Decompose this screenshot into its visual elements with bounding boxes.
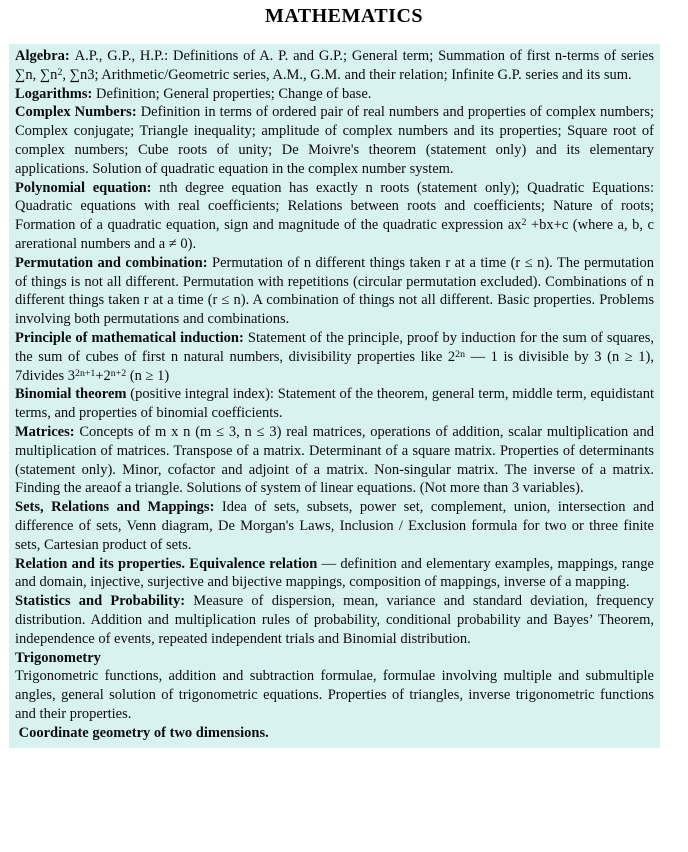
syllabus-paragraph-binomial-theorem: Binomial theorem (positive integral index): Statement of the theorem, general term, middle term, equidistant terms, and properties of binomial coefficients. — [15, 386, 654, 422]
syllabus-paragraph-polynomial-equation: Polynomial equation: nth degree equation has exactly n roots (statement only); Quadratic Equations: Quadratic equations with real coefficients; Relations between roots and coefficients; Nature of roots; Formation of a quadratic equation, sign and magnitude of the quadratic expression $ax^2 +bx+c$ (where a, b, c arerational numbers and a ≠ 0). — [15, 179, 654, 252]
syllabus-paragraph-logarithms: Logarithms: Definition; General properties; Change of base. — [15, 85, 372, 102]
syllabus-paragraph-trigonometry-body: Trigonometric functions, addition and subtraction formulae, formulae involving multiple and submultiple angles, general solution of trigonometric equations. Properties of triangles, inverse trigonometric functions and their properties. — [15, 668, 654, 722]
syllabus-paragraph-mathematical-induction: Principle of mathematical induction: Statement of the principle, proof by induction for the sum of squares, the sum of cubes of first n natural numbers, divisibility properties like $2^{2n}$ — 1 is divisible by 3 (n ≥ 1), 7divides $3^{2n+1}+2^{n+2}$ (n ≥ 1) — [15, 329, 655, 384]
syllabus-paragraph-algebra: Algebra: A.P., G.P., H.P.: Definitions of A. P. and G.P.; General term; Summation of first n-terms of series ∑n, $\sum n^2$, ∑n3; Arithmetic/Geometric series, A.M., G.M. and their relation; Infinite G.P. series and its sum. — [15, 48, 654, 83]
syllabus-paragraph-coordinate-geometry: Coordinate geometry of two dimensions. — [15, 724, 269, 741]
syllabus-paragraph-complex-numbers: Complex Numbers: Definition in terms of ordered pair of real numbers and properties of complex numbers; Complex conjugate; Triangle inequality; amplitude of complex numbers and its properties; Square root of complex numbers; Cube roots of unity; De Moivre's theorem (statement only) and its elementary applications. Solution of quadratic equation in the complex number system. — [15, 104, 654, 177]
syllabus-paragraph-trigonometry-heading: Trigonometry — [15, 649, 101, 666]
page-title: MATHEMATICS — [264, 5, 424, 27]
syllabus-paragraph-statistics-probability: Statistics and Probability: Measure of dispersion, mean, variance and standard deviation, frequency distribution. Addition and multiplication rules of probability, conditional probability and Bayes’ Theorem, independence of events, repeated independent trials and Binomial distribution. — [15, 593, 655, 647]
syllabus-paragraph-sets-relations-mappings: Sets, Relations and Mappings: Idea of sets, subsets, power set, complement, union, intersection and difference of sets, Venn diagram, De Morgan's Laws, Inclusion / Exclusion formula for two or three finite sets, Cartesian product of sets. — [15, 499, 654, 553]
syllabus-paragraph-relation-properties: Relation and its properties. Equivalence relation — definition and elementary examples, mappings, range and domain, injective, surjective and bijective mappings, composition of mappings, inverse of a mapping. — [15, 555, 654, 591]
syllabus-body — [9, 44, 660, 748]
syllabus-paragraph-matrices: Matrices: Concepts of m x n (m ≤ 3, n ≤ 3) real matrices, operations of addition, scalar multiplication and multiplication of matrices. Transpose of a matrix. Determinant of a square matrix. Properties of determinants (statement only). Minor, cofactor and adjoint of a matrix. Non-singular matrix. The inverse of a matrix. Finding the areaof a triangle. Solutions of system of linear equations. (Not more than 3 variables). — [15, 423, 654, 497]
syllabus-paragraph-permutation-combination: Permutation and combination: Permutation of n different things taken r at a time (r ≤ n). The permutation of things is not all different. Permutation with repetitions (circular permutation excluded). Combinations of n different things taken r at a time (r ≤ n). A combination of things not all different. Basic properties. Problems involving both permutations and combinations. — [15, 254, 655, 328]
